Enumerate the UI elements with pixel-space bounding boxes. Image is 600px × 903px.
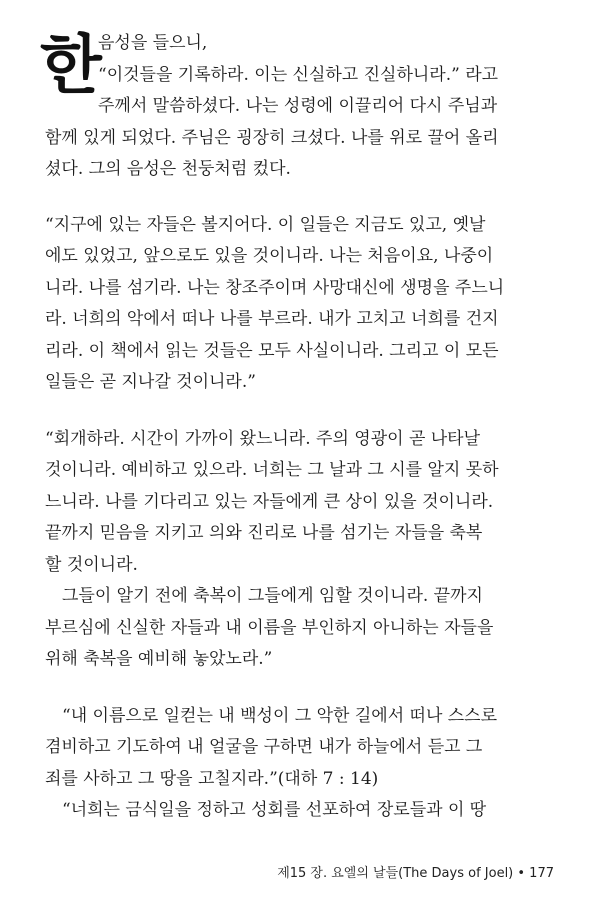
text-line: 할 것이니라. [45, 555, 138, 575]
drop-cap: 한 [40, 29, 102, 103]
text-line: “너희는 금식일을 정하고 성회를 선포하여 장로들과 이 땅 [62, 800, 487, 820]
text-line: 겸비하고 기도하여 내 얼굴을 구하면 내가 하늘에서 듣고 그 [45, 737, 483, 757]
text-line: 그들이 알기 전에 축복이 그들에게 임할 것이니라. 끝까지 [62, 586, 483, 606]
page-footer: 제15 장. 요엘의 날들(The Days of Joel) • 177 [277, 866, 554, 881]
text-line: 니라. 나를 섬기라. 나는 창조주이며 사망대신에 생명을 주느니 [45, 278, 505, 298]
text-line: 주께서 말씀하셨다. 나는 성령에 이끌리어 다시 주님과 [98, 96, 498, 116]
text-line: 위해 축복을 예비해 놓았노라.” [45, 649, 273, 669]
text-line: 일들은 곧 지나갈 것이니라.” [45, 372, 256, 392]
text-line: 함께 있게 되었다. 주님은 굉장히 크셨다. 나를 위로 끌어 올리 [45, 128, 499, 148]
text-line: 리라. 이 책에서 읽는 것들은 모두 사실이니라. 그리고 이 모든 [45, 341, 499, 361]
text-line: 에도 있었고, 앞으로도 있을 것이니라. 나는 처음이요, 나중이 [45, 246, 494, 266]
text-line: “이것들을 기록하라. 이는 신실하고 진실하니라.” 라고 [98, 65, 499, 85]
text-line: “내 이름으로 일컫는 내 백성이 그 악한 길에서 떠나 스스로 [62, 706, 498, 726]
text-line: 끝까지 믿음을 지키고 의와 진리로 나를 섬기는 자들을 축복 [45, 523, 483, 543]
text-line: 것이니라. 예비하고 있으라. 너희는 그 날과 그 시를 알지 못하 [45, 460, 499, 480]
text-line: 느니라. 나를 기다리고 있는 자들에게 큰 상이 있을 것이니라. [45, 492, 494, 512]
text-line: “회개하라. 시간이 가까이 왔느니라. 주의 영광이 곧 나타날 [45, 429, 481, 449]
text-line: 셨다. 그의 음성은 천둥처럼 컸다. [45, 159, 291, 179]
text-line: 라. 너희의 악에서 떠나 나를 부르라. 내가 고치고 너희를 건지 [45, 309, 499, 329]
text-line: “지구에 있는 자들은 볼지어다. 이 일들은 지금도 있고, 옛날 [45, 215, 486, 235]
text-line: 부르심에 신실한 자들과 내 이름을 부인하지 아니하는 자들을 [45, 618, 494, 638]
text-line: 죄를 사하고 그 땅을 고칠지라.”(대하 7 : 14) [45, 769, 379, 789]
text-line: 음성을 들으니, [98, 33, 208, 53]
